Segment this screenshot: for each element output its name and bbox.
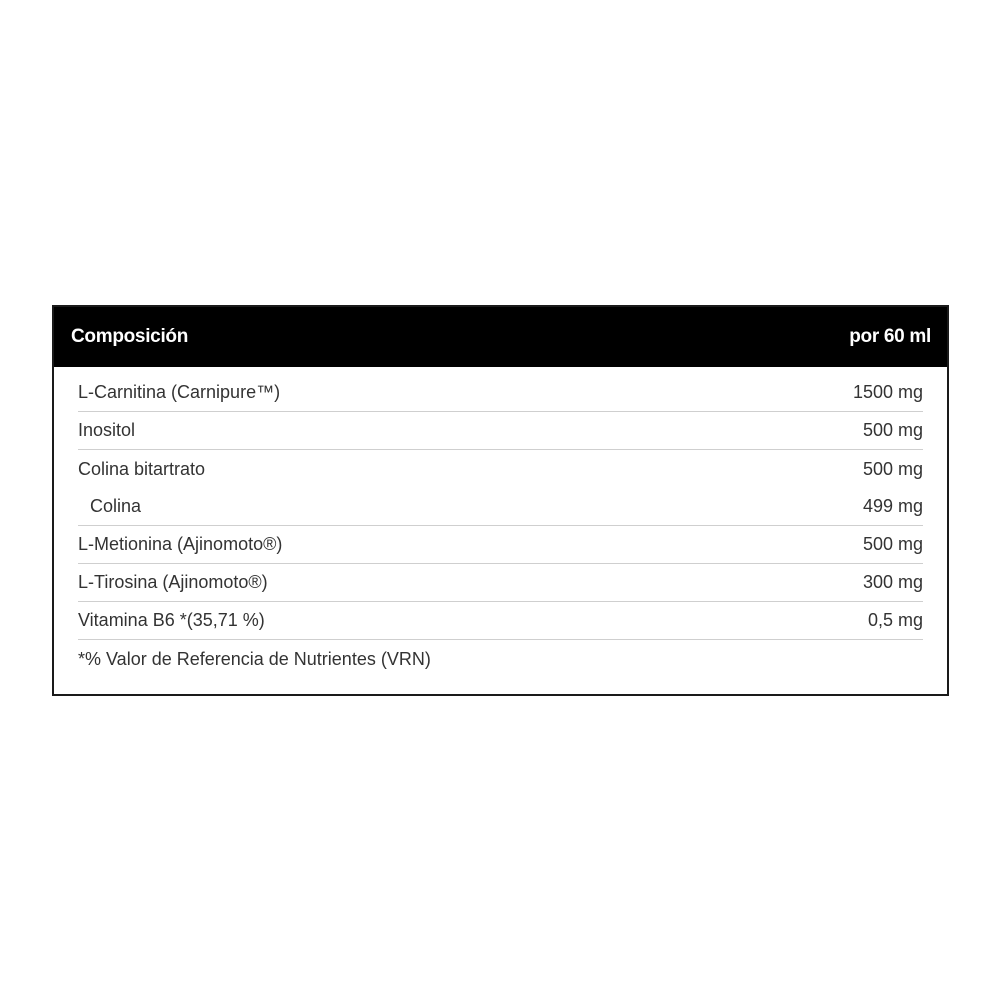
ingredient-amount: 499 mg [862,496,923,516]
ingredient-name: Colina bitartrato [78,458,206,479]
ingredient-amount: 500 mg [862,420,923,440]
header-composition: Composición [71,326,189,347]
table-row [78,564,923,602]
ingredient-amount: 1500 mg [852,382,923,402]
table-row [78,602,923,640]
table-body [54,374,947,678]
ingredient-amount: 0,5 mg [867,610,923,630]
ingredient-name: Inositol [78,420,136,440]
ingredient-name: L-Tirosina (Ajinomoto®) [78,572,268,592]
table-row [78,450,923,488]
table-row [78,412,923,450]
ingredient-name: L-Carnitina (Carnipure™) [78,382,281,402]
header-per-serving: por 60 ml [849,326,931,347]
table-row [78,374,923,412]
ingredient-name: L-Metionina (Ajinomoto®) [78,534,283,554]
ingredient-name: Colina [90,496,142,516]
table-header [54,307,947,367]
table-footnote: *% Valor de Referencia de Nutrientes (VRN) [78,648,431,669]
ingredient-amount: 300 mg [862,572,923,592]
composition-table [52,305,949,696]
ingredient-amount: 500 mg [862,458,923,479]
table-row-sub [78,488,923,526]
ingredient-amount: 500 mg [862,534,923,554]
table-row [78,526,923,564]
ingredient-name: Vitamina B6 *(35,71 %) [78,610,265,630]
